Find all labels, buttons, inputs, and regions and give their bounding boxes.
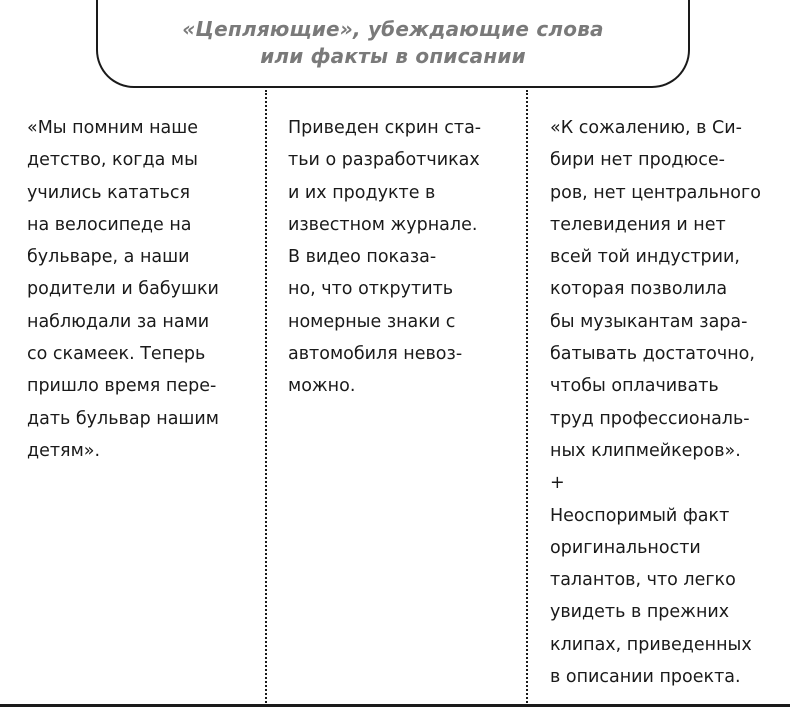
- column-2-line: можно.: [288, 376, 356, 397]
- column-1-line: со скамеек. Теперь: [27, 344, 206, 365]
- column-3-line: бы музыкантам зара-: [550, 311, 748, 332]
- column-1-line: на велосипеде на: [27, 214, 192, 235]
- column-2-line: Приведен скрин ста-: [288, 118, 482, 138]
- column-1-line: пришло время пере-: [27, 376, 217, 397]
- column-3-line: всей той индустрии,: [550, 247, 740, 268]
- column-3-line: клипах, приведенных: [550, 634, 752, 655]
- column-2-line: и их продукте в: [288, 182, 436, 203]
- column-2-line: известном журнале.: [288, 214, 478, 235]
- table-column-2: [288, 112, 520, 403]
- column-divider-1: [265, 90, 267, 706]
- column-2-line: тьи о разработчиках: [288, 150, 480, 171]
- column-2-line: номерные знаки с: [288, 311, 456, 332]
- column-1-line: бульваре, а наши: [27, 247, 190, 268]
- column-3-line: бири нет продюсе-: [550, 150, 725, 171]
- column-2-line: В видео показа-: [288, 247, 437, 268]
- column-3-line: батывать достаточно,: [550, 344, 755, 365]
- column-1-line: детям».: [27, 440, 101, 461]
- column-3-line: чтобы оплачивать: [550, 376, 719, 397]
- column-1-line: наблюдали за нами: [27, 311, 210, 332]
- column-3-line: ных клипмейкеров».: [550, 440, 741, 461]
- table-column-1: [27, 112, 257, 467]
- table-header-title: [98, 16, 688, 70]
- column-2-line: автомобиля невоз-: [288, 344, 463, 365]
- column-divider-2: [526, 90, 528, 706]
- column-3-line: телевидения и нет: [550, 214, 726, 235]
- column-3-line: талантов, что легко: [550, 570, 736, 591]
- column-3-line: в описании проекта.: [550, 667, 741, 688]
- column-2-line: но, что открутить: [288, 279, 454, 300]
- column-3-line: оригинальности: [550, 537, 701, 558]
- column-1-line: детство, когда мы: [27, 150, 198, 171]
- column-3-line: увидеть в прежних: [550, 602, 730, 623]
- column-3-line: Неоспоримый факт: [550, 505, 730, 526]
- header-title-line-2: или факты в описании: [260, 44, 526, 68]
- column-1-line: родители и бабушки: [27, 279, 219, 300]
- column-3-line: +: [550, 473, 565, 494]
- column-3-line: ров, нет центрального: [550, 182, 761, 203]
- column-1-line: «Мы помним наше: [27, 118, 199, 138]
- table-column-3: [550, 112, 786, 693]
- column-1-line: дать бульвар нашим: [27, 408, 220, 429]
- table-header-bracket: [96, 0, 690, 88]
- column-3-line: труд профессиональ-: [550, 408, 750, 429]
- column-3-line: «К сожалению, в Си-: [550, 118, 742, 138]
- column-3-line: которая позволила: [550, 279, 728, 300]
- column-1-line: учились кататься: [27, 182, 190, 203]
- table-bottom-rule: [0, 704, 790, 707]
- header-title-line-1: «Цепляющие», убеждающие слова: [182, 17, 604, 41]
